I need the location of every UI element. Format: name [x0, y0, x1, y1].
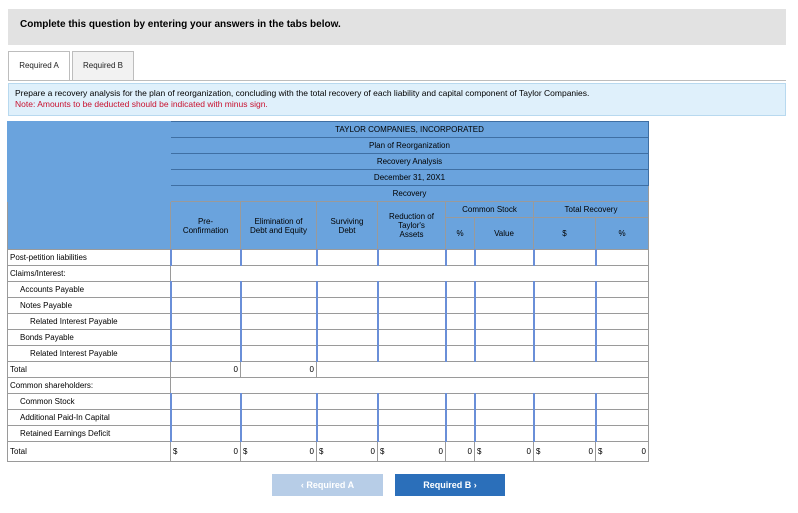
row-label: Accounts Payable — [8, 282, 171, 298]
amount-input[interactable] — [446, 426, 475, 442]
row-label: Related Interest Payable — [8, 346, 171, 362]
amount-input[interactable] — [534, 314, 596, 330]
amount-input[interactable] — [475, 314, 534, 330]
total-pre-confirmation: 0 — [171, 362, 241, 378]
instructions-note: Note: Amounts to be deducted should be indicated with minus sign. — [15, 99, 268, 109]
currency-sign: $ — [243, 447, 248, 456]
amount-input[interactable] — [317, 394, 378, 410]
amount-input[interactable] — [171, 298, 241, 314]
amount-input[interactable] — [378, 298, 446, 314]
amount-input[interactable] — [317, 410, 378, 426]
table-title-blank — [8, 122, 171, 138]
currency-sign: $ — [536, 447, 541, 456]
banner-text: Complete this question by entering your answers in the tabs below. — [20, 19, 341, 30]
amount-input[interactable] — [378, 394, 446, 410]
row-label: Claims/Interest: — [8, 266, 171, 282]
amount-input[interactable] — [171, 282, 241, 298]
amount-input[interactable] — [378, 282, 446, 298]
grand-total-value: 0 — [309, 447, 314, 456]
amount-input[interactable] — [317, 298, 378, 314]
amount-input[interactable] — [596, 330, 649, 346]
amount-input[interactable] — [596, 394, 649, 410]
total-blank — [317, 362, 649, 378]
table-title-blank — [8, 170, 171, 186]
tab-divider — [8, 80, 786, 81]
row-label: Post-petition liabilities — [8, 250, 171, 266]
grand-total-value: 0 — [641, 447, 646, 456]
grand-total-cell — [596, 442, 649, 462]
col-total-pct: % — [596, 218, 649, 250]
amount-input[interactable] — [534, 426, 596, 442]
amount-input[interactable] — [596, 410, 649, 426]
grand-total-value: 0 — [438, 447, 443, 456]
amount-input[interactable] — [378, 346, 446, 362]
amount-input[interactable] — [317, 282, 378, 298]
instructions-box — [8, 83, 786, 116]
amount-input[interactable] — [241, 314, 317, 330]
tab-required-a[interactable]: Required A — [8, 51, 70, 81]
col-elimination: Elimination of Debt and Equity — [241, 202, 317, 250]
grand-total-value: 0 — [588, 447, 593, 456]
amount-input[interactable] — [534, 346, 596, 362]
total-elimination: 0 — [241, 362, 317, 378]
instructions-text: Prepare a recovery analysis for the plan of reorganization, concluding with the total recovery of each liability and capital component of Taylor Companies. — [15, 88, 590, 98]
amount-input[interactable] — [475, 346, 534, 362]
amount-input[interactable] — [446, 410, 475, 426]
currency-sign: $ — [319, 447, 324, 456]
amount-input[interactable] — [171, 314, 241, 330]
row-label: Related Interest Payable — [8, 314, 171, 330]
row-label: Total — [8, 362, 171, 378]
amount-input[interactable] — [241, 250, 317, 266]
amount-input[interactable] — [241, 330, 317, 346]
amount-input[interactable] — [475, 298, 534, 314]
grand-total-cell — [475, 442, 534, 462]
amount-input[interactable] — [171, 346, 241, 362]
amount-input[interactable] — [317, 346, 378, 362]
amount-input[interactable] — [171, 330, 241, 346]
amount-input[interactable] — [475, 410, 534, 426]
instruction-banner — [8, 9, 786, 45]
amount-input[interactable] — [534, 298, 596, 314]
currency-sign: $ — [598, 447, 603, 456]
amount-input[interactable] — [171, 394, 241, 410]
amount-input[interactable] — [596, 346, 649, 362]
amount-input[interactable] — [378, 330, 446, 346]
amount-input[interactable] — [241, 282, 317, 298]
amount-input[interactable] — [596, 314, 649, 330]
amount-input[interactable] — [378, 314, 446, 330]
amount-input[interactable] — [475, 282, 534, 298]
tab-required-b[interactable]: Required B — [72, 51, 134, 81]
grand-total-value: 0 — [526, 447, 531, 456]
amount-input[interactable] — [475, 250, 534, 266]
amount-input[interactable] — [378, 250, 446, 266]
table-title-blank — [8, 154, 171, 170]
amount-input[interactable] — [446, 250, 475, 266]
currency-sign: $ — [173, 447, 178, 456]
grand-total-cell — [446, 442, 475, 462]
amount-input[interactable] — [534, 330, 596, 346]
amount-input[interactable] — [378, 410, 446, 426]
amount-input[interactable] — [317, 330, 378, 346]
amount-input[interactable] — [446, 314, 475, 330]
next-required-b-button[interactable]: Required B › — [395, 474, 505, 496]
table-title-line-1: Plan of Reorganization — [171, 138, 649, 154]
amount-input[interactable] — [596, 426, 649, 442]
row-label: Common Stock — [8, 394, 171, 410]
table-title-blank — [8, 138, 171, 154]
grand-total-value: 0 — [370, 447, 375, 456]
amount-input[interactable] — [241, 426, 317, 442]
table-title-line-2: Recovery Analysis — [171, 154, 649, 170]
amount-input[interactable] — [596, 250, 649, 266]
col-common-stock: Common Stock — [446, 202, 534, 218]
blank-row-fill — [171, 266, 649, 282]
amount-input[interactable] — [446, 346, 475, 362]
grand-total-cell — [378, 442, 446, 462]
grand-total-cell — [241, 442, 317, 462]
table-title-line-3: December 31, 20X1 — [171, 170, 649, 186]
amount-input[interactable] — [241, 298, 317, 314]
grand-total-value: 0 — [467, 447, 472, 456]
amount-input[interactable] — [534, 410, 596, 426]
amount-input[interactable] — [446, 298, 475, 314]
currency-sign: $ — [380, 447, 385, 456]
row-label: Total — [8, 442, 171, 462]
amount-input[interactable] — [534, 394, 596, 410]
amount-input[interactable] — [317, 314, 378, 330]
blank-row-fill — [171, 378, 649, 394]
recovery-blank — [8, 186, 171, 202]
recovery-analysis-table — [7, 121, 649, 462]
row-label: Retained Earnings Deficit — [8, 426, 171, 442]
amount-input[interactable] — [241, 394, 317, 410]
amount-input[interactable] — [534, 250, 596, 266]
col-common-pct: % — [446, 218, 475, 250]
amount-input[interactable] — [171, 410, 241, 426]
row-label-header — [8, 202, 171, 250]
amount-input[interactable] — [241, 346, 317, 362]
amount-input[interactable] — [534, 282, 596, 298]
table-title-line-0: TAYLOR COMPANIES, INCORPORATED — [171, 122, 649, 138]
amount-input[interactable] — [171, 250, 241, 266]
grand-total-cell — [171, 442, 241, 462]
row-label: Common shareholders: — [8, 378, 171, 394]
currency-sign: $ — [477, 447, 482, 456]
amount-input[interactable] — [446, 330, 475, 346]
prev-required-a-button[interactable]: ‹ Required A — [272, 474, 383, 496]
row-label: Notes Payable — [8, 298, 171, 314]
amount-input[interactable] — [596, 298, 649, 314]
col-common-value: Value — [475, 218, 534, 250]
col-pre-confirmation: Pre- Confirmation — [171, 202, 241, 250]
grand-total-cell — [534, 442, 596, 462]
amount-input[interactable] — [596, 282, 649, 298]
recovery-header: Recovery — [171, 186, 649, 202]
amount-input[interactable] — [446, 282, 475, 298]
amount-input[interactable] — [446, 394, 475, 410]
grand-total-value: 0 — [233, 447, 238, 456]
col-surviving-debt: Surviving Debt — [317, 202, 378, 250]
row-label: Additional Paid-In Capital — [8, 410, 171, 426]
row-label: Bonds Payable — [8, 330, 171, 346]
amount-input[interactable] — [378, 426, 446, 442]
amount-input[interactable] — [171, 426, 241, 442]
amount-input[interactable] — [317, 426, 378, 442]
amount-input[interactable] — [475, 394, 534, 410]
amount-input[interactable] — [317, 250, 378, 266]
grand-total-cell — [317, 442, 378, 462]
col-total-dollar: $ — [534, 218, 596, 250]
col-reduction-assets: Reduction of Taylor's Assets — [378, 202, 446, 250]
col-total-recovery: Total Recovery — [534, 202, 649, 218]
amount-input[interactable] — [475, 426, 534, 442]
amount-input[interactable] — [475, 330, 534, 346]
amount-input[interactable] — [241, 410, 317, 426]
